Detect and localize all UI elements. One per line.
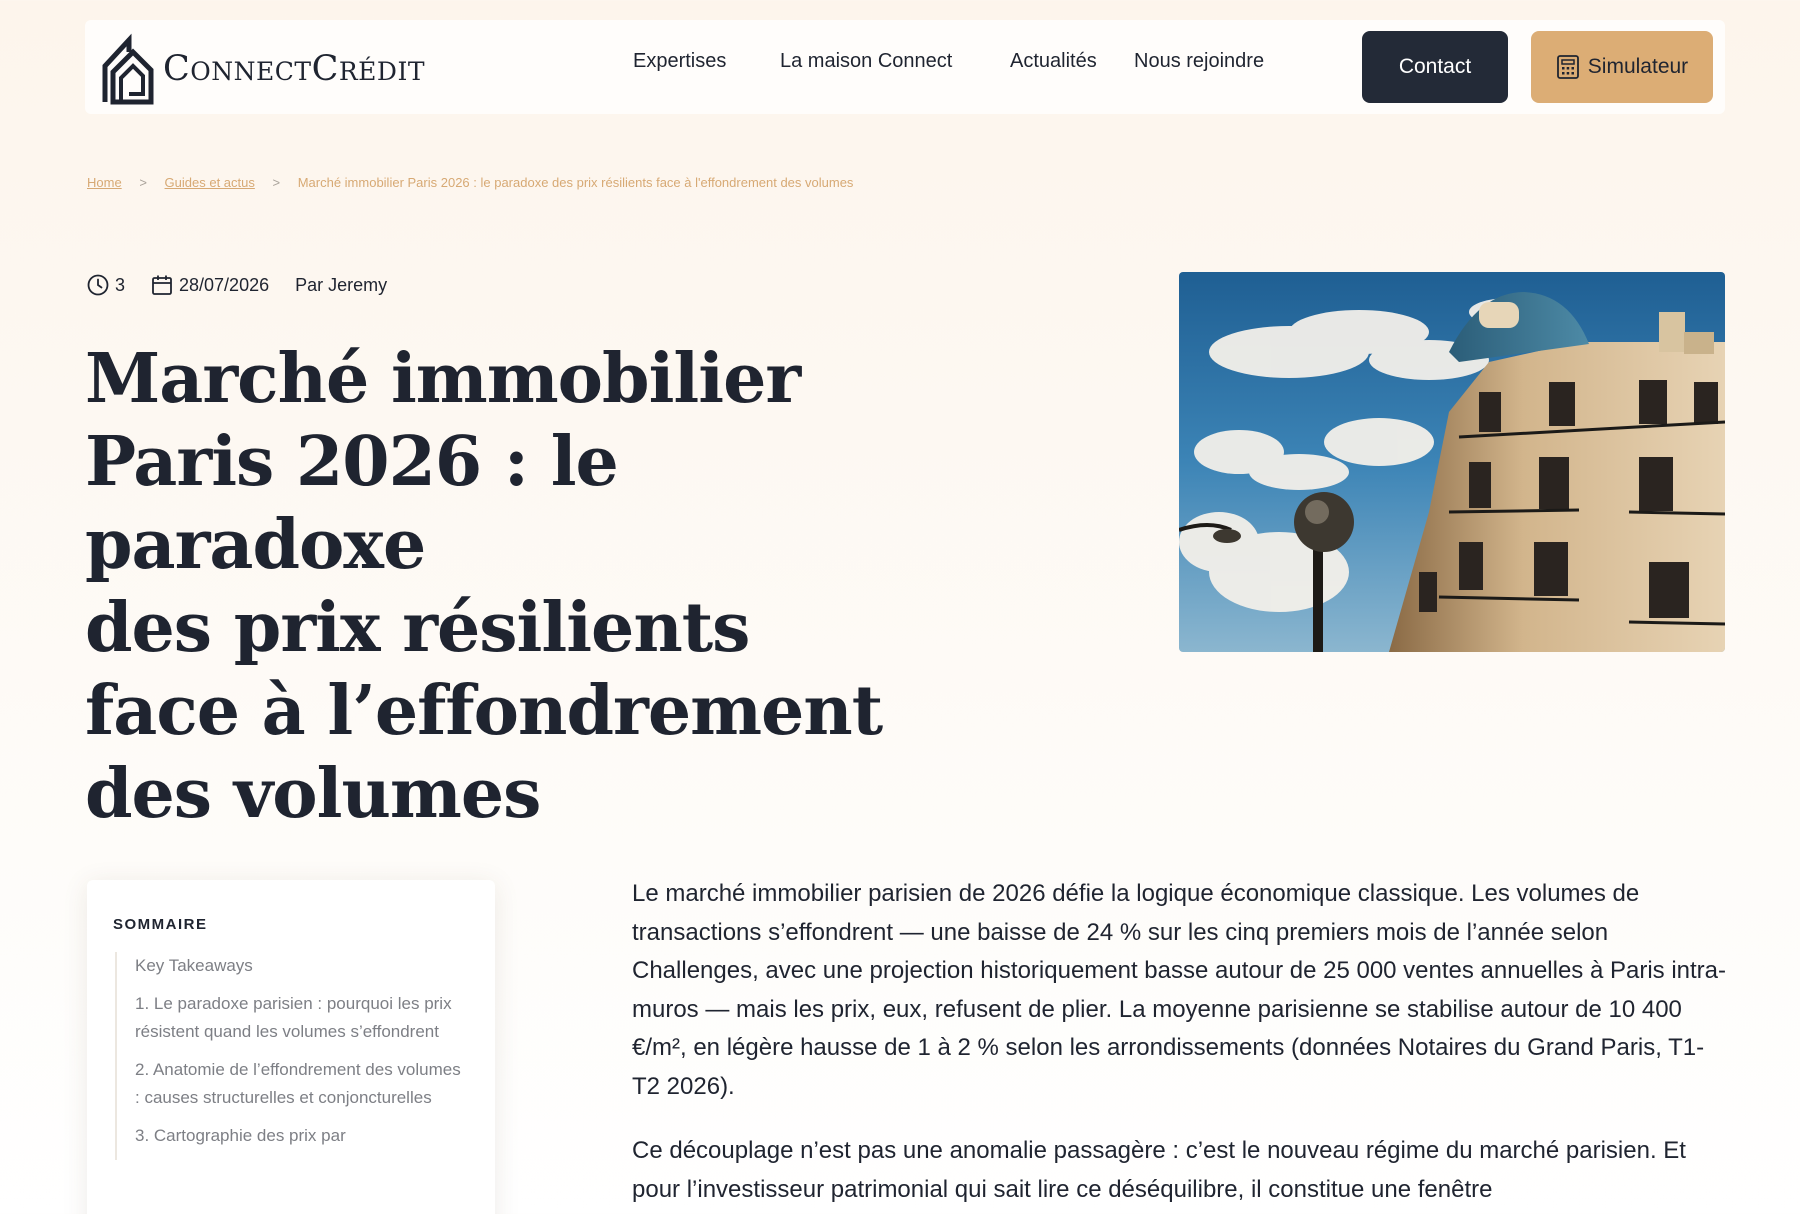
title-line: Marché immobilier <box>85 339 801 419</box>
breadcrumb-current: Marché immobilier Paris 2026 : le paradoxe des prix résilients face à l'effondrement des volumes <box>297 175 854 190</box>
breadcrumb-section-link[interactable]: Guides et actus <box>164 175 255 190</box>
article-body <box>632 875 1732 1214</box>
article-meta <box>87 274 387 296</box>
publish-date: 28/07/2026 <box>179 274 270 295</box>
simulator-button-label: Simulateur <box>1587 55 1689 78</box>
author: Par Jeremy <box>295 274 388 295</box>
hero-image <box>1179 272 1725 652</box>
toc-item[interactable]: 2. Anatomie de l’effondrement des volumes : causes structurelles et conjoncturelles <box>135 1060 461 1107</box>
breadcrumb-separator: > <box>139 175 147 190</box>
page-title <box>85 338 945 836</box>
article-paragraph: Ce découplage n’est pas une anomalie passagère : c’est le nouveau régime du marché parisien. Et pour l’investisseur patrimonial qui sait lire ce déséquilibre, il constitue une fenêtre <box>632 1137 1686 1203</box>
calendar-icon <box>151 274 173 296</box>
toc-item[interactable]: 3. Cartographie des prix par <box>135 1126 346 1145</box>
nav-item-actualites[interactable]: Actualités <box>1010 50 1097 72</box>
toc-title: SOMMAIRE <box>113 916 208 933</box>
brand-name: ConnectCrédit <box>163 49 426 89</box>
nav-item-expertises[interactable]: Expertises <box>633 50 727 72</box>
breadcrumb-separator: > <box>272 175 281 190</box>
simulator-button[interactable] <box>1531 31 1713 103</box>
toc-item[interactable]: Key Takeaways <box>135 956 253 975</box>
contact-button[interactable] <box>1362 31 1508 103</box>
breadcrumb <box>87 175 853 190</box>
title-line: des prix résilients <box>85 588 750 668</box>
clock-icon <box>87 274 109 296</box>
table-of-contents <box>87 880 495 1214</box>
reading-time: 3 <box>115 274 126 295</box>
title-line: Paris 2026 : le paradoxe <box>85 422 618 585</box>
title-line: des volumes <box>85 754 541 834</box>
site-header <box>85 20 1725 114</box>
toc-item[interactable]: 1. Le paradoxe parisien : pourquoi les prix résistent quand les volumes s’effondrent <box>135 994 452 1041</box>
article-paragraph: Le marché immobilier parisien de 2026 défie la logique économique classique. Les volumes de transactions s’effondrent — une baisse de 24 % sur les cinq premiers mois de l’année selon Challenges, avec une projection historiquement basse autour de 25 000 ventes annuelles à Paris intra-muros — mais les prix, eux, refusent de plier. La moyenne parisienne se stabilise autour de 10 400 €/m², en légère hausse de 1 à 2 % selon les arrondissements (données Notaires du Grand Paris, T1-T2 2026). <box>632 880 1727 1100</box>
contact-button-label: Contact <box>1398 55 1472 78</box>
breadcrumb-home-link[interactable]: Home <box>87 175 122 190</box>
toc-list <box>115 952 465 1160</box>
nav-item-nous-rejoindre[interactable]: Nous rejoindre <box>1134 50 1265 72</box>
calculator-icon <box>1556 54 1580 80</box>
nav-item-la-maison-connect[interactable]: La maison Connect <box>780 50 953 72</box>
title-line: face à l’effondrement <box>85 671 883 751</box>
